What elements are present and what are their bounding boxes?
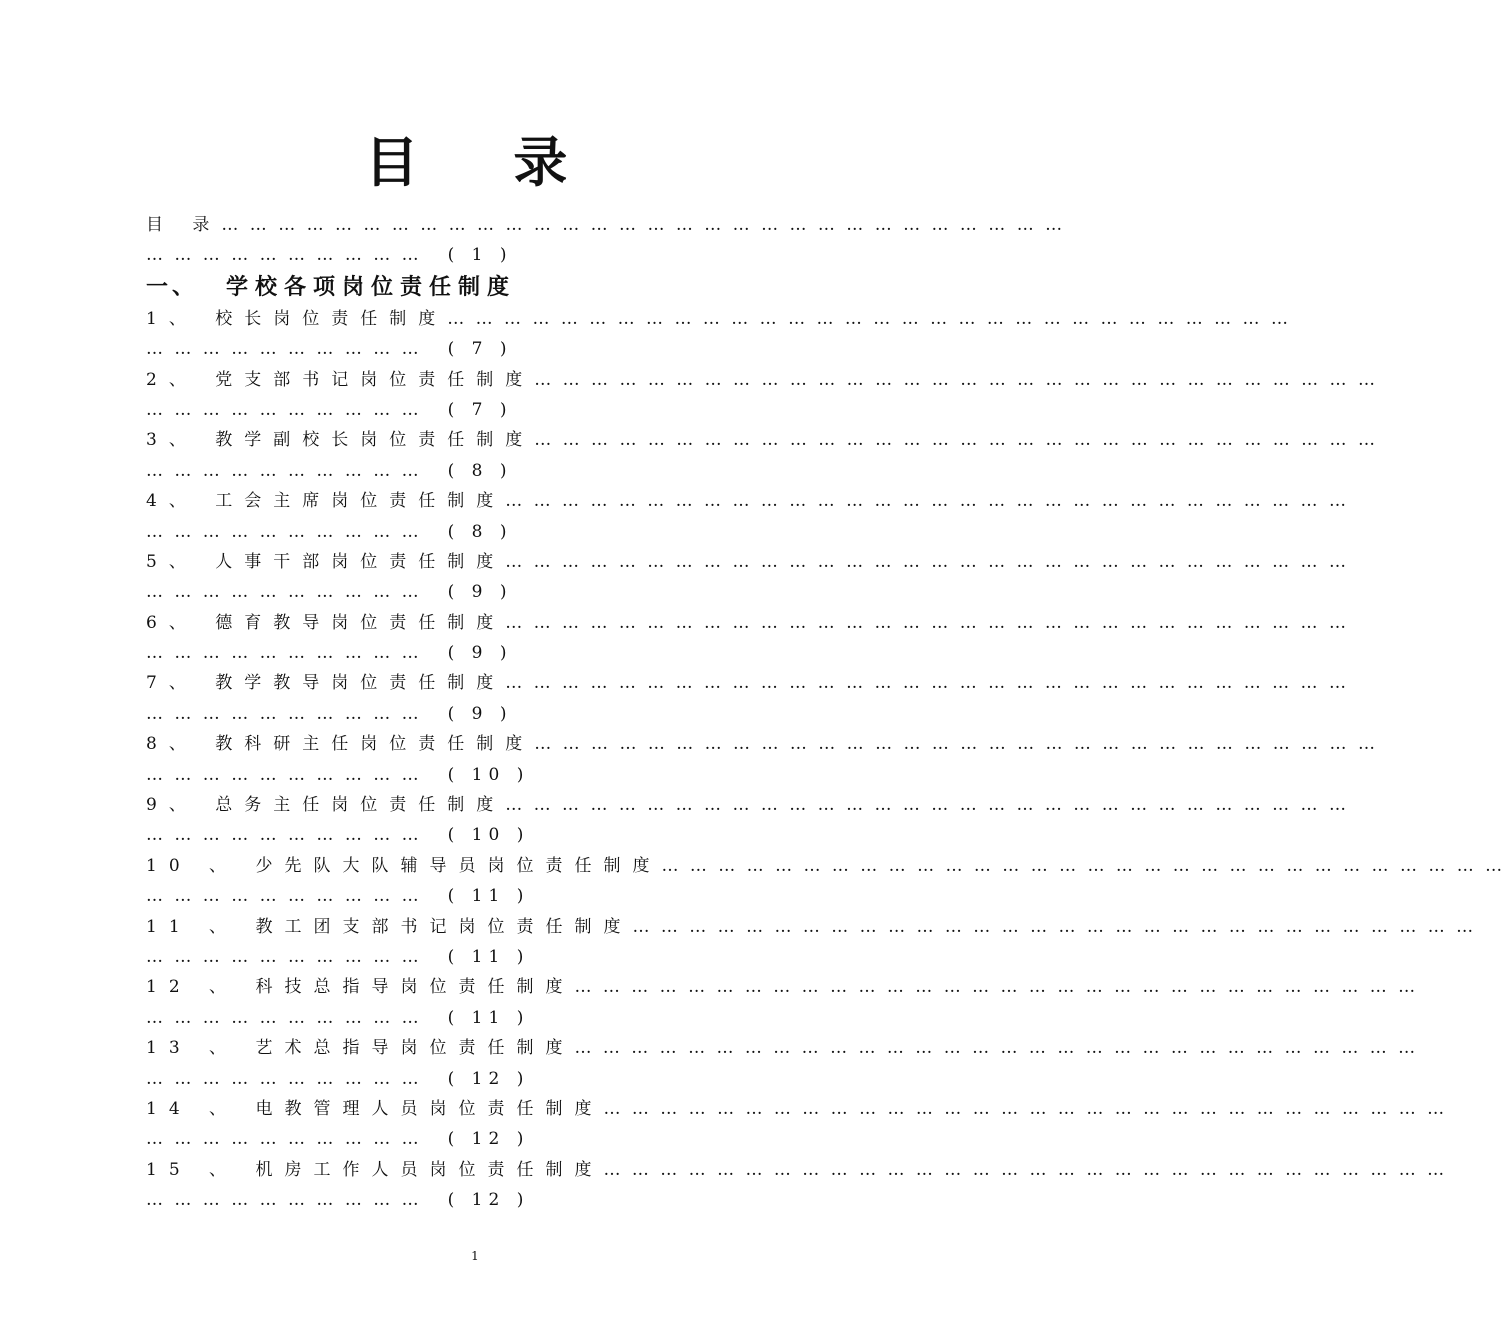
toc-leader-dots: … … … … … … … … … … … … … … … … … … … … … … … … … … … … … … <box>574 1038 1419 1059</box>
toc-entry-page: ( 9 ) <box>447 703 513 724</box>
toc-leader-dots: … … … … … … … … … … <box>146 521 422 542</box>
toc-entry-label: 3、 教学副校长岗位责任制度 <box>146 430 535 451</box>
toc-entry-page: ( 10 ) <box>447 825 530 846</box>
toc-entry[interactable] <box>146 851 1505 912</box>
toc-entry-page: ( 9 ) <box>447 582 513 603</box>
toc-leader-dots: … … … … … … … … … … <box>146 946 422 967</box>
toc-entry-line <box>146 304 1291 334</box>
toc-entry-label: 9、 总务主任岗位责任制度 <box>146 795 506 816</box>
toc-leader-dots: … … … … … … … … … … <box>146 245 422 266</box>
toc-entry-label: 7、 教学教导岗位责任制度 <box>146 673 506 694</box>
toc-entry-line <box>146 395 792 425</box>
toc-entry[interactable] <box>146 486 1349 547</box>
toc-entry-label: 14 、 电教管理人员岗位责任制度 <box>146 1098 604 1119</box>
page-number: 1 <box>471 1249 479 1263</box>
toc-entry[interactable] <box>146 608 1349 669</box>
toc-leader-dots: … … … … … … … … … … <box>146 643 422 664</box>
toc-entry-line <box>146 699 792 729</box>
toc-leader-dots: … … … … … … … … … … … … … … … … … … … … … … … … … … … … … … <box>505 795 1349 816</box>
toc-entry-line <box>146 942 792 972</box>
toc-entry-line <box>146 820 792 850</box>
toc-entry-label: 5、 人事干部岗位责任制度 <box>146 551 506 572</box>
toc-entry-label: 6、 德育教导岗位责任制度 <box>146 612 506 633</box>
toc-entry[interactable] <box>146 547 1349 608</box>
toc-entry-page: ( 8 ) <box>447 460 513 481</box>
toc-entry[interactable] <box>146 729 1378 790</box>
toc-entry[interactable] <box>146 425 1378 486</box>
toc-entry-line <box>146 334 792 364</box>
table-of-contents <box>146 210 1505 1216</box>
toc-leader-dots: … … … … … … … … … … <box>146 1129 422 1150</box>
toc-leader-dots: … … … … … … … … … … <box>146 764 422 785</box>
toc-entry-list <box>146 304 1505 1216</box>
toc-leader-dots: … … … … … … … … … … … … … … … … … … … … … … … … … … … … … … <box>534 430 1378 451</box>
toc-leader-dots: … … … … … … … … … … … … … … … … … … … … … … … … … … … … … … <box>505 673 1349 694</box>
toc-leader-dots: … … … … … … … … … … … … … … … … … … … … … … … … … … … … … … <box>447 308 1291 329</box>
toc-entry-line <box>146 456 792 486</box>
toc-entry-line <box>146 240 792 270</box>
toc-entry-label: 4、 工会主席岗位责任制度 <box>146 491 506 512</box>
toc-entry-line <box>146 729 1378 759</box>
toc-entry-line <box>146 972 1419 1002</box>
toc-entry[interactable] <box>146 304 1291 365</box>
toc-entry[interactable] <box>146 790 1349 851</box>
toc-leader-dots: … … … … … … … … … … <box>146 339 422 360</box>
section-title: 学校各项岗位责任制度 <box>226 274 517 300</box>
toc-entry-page: ( 7 ) <box>447 399 513 420</box>
toc-entry-page: ( 11 ) <box>447 886 530 907</box>
toc-leader-dots: … … … … … … … … … … … … … … … … … … … … … … … … … … … … … … <box>574 977 1419 998</box>
toc-entry-page: ( 12 ) <box>447 1068 530 1089</box>
toc-entry-label: 1、 校长岗位责任制度 <box>146 308 448 329</box>
toc-leader-dots: … … … … … … … … … … … … … … … … … … … … … … … … … … … … … … <box>505 491 1349 512</box>
toc-entry[interactable] <box>146 210 1066 271</box>
toc-entry-label: 2、 党支部书记岗位责任制度 <box>146 369 535 390</box>
toc-entry-line <box>146 517 792 547</box>
toc-leader-dots: … … … … … … … … … … … … … … … … … … … … … … … … … … … … … … <box>505 551 1349 572</box>
toc-entry-page: ( 12 ) <box>447 1190 530 1211</box>
toc-entry-line <box>146 760 792 790</box>
toc-entry-line <box>146 790 1349 820</box>
toc-entry-line <box>146 1033 1419 1063</box>
toc-entry-line <box>146 638 792 668</box>
toc-entry-label: 15 、 机房工作人员岗位责任制度 <box>146 1159 604 1180</box>
toc-leader-dots: … … … … … … … … … … … … … … … … … … … … … … … … … … … … … … <box>505 612 1349 633</box>
toc-leader-dots: … … … … … … … … … … … … … … … … … … … … … … … … … … … … … … <box>603 1098 1448 1119</box>
toc-entry-page: ( 8 ) <box>447 521 513 542</box>
toc-entry[interactable] <box>146 668 1349 729</box>
toc-entry-line <box>146 1064 792 1094</box>
toc-leader-dots: … … … … … … … … … … <box>146 886 422 907</box>
toc-leader-dots: … … … … … … … … … … <box>146 582 422 603</box>
toc-entry-page: ( 10 ) <box>447 764 530 785</box>
toc-entry-line <box>146 881 792 911</box>
toc-leader-dots: … … … … … … … … … … <box>146 460 422 481</box>
toc-entry[interactable] <box>146 365 1378 426</box>
toc-entry-label: 13 、 艺术总指导岗位责任制度 <box>146 1038 575 1059</box>
toc-entry[interactable] <box>146 972 1419 1033</box>
toc-entry-label: 8、 教科研主任岗位责任制度 <box>146 734 535 755</box>
page-title: 目 录 <box>364 131 606 194</box>
toc-entry-line <box>146 851 1505 881</box>
toc-entry-line <box>146 608 1349 638</box>
toc-entry-page: ( 1 ) <box>447 245 513 266</box>
toc-entry[interactable] <box>146 1094 1448 1155</box>
toc-entry[interactable] <box>146 912 1477 973</box>
toc-entry-line <box>146 1124 792 1154</box>
toc-entry-label: 目 录 <box>146 215 222 235</box>
toc-entry[interactable] <box>146 1033 1419 1094</box>
toc-top-entries <box>146 210 1066 271</box>
toc-entry-label: 10 、 少先队大队辅导员岗位责任制度 <box>146 855 662 876</box>
section-number: 一、 <box>146 274 199 300</box>
toc-entry-line <box>146 425 1378 455</box>
toc-leader-dots: … … … … … … … … … … <box>146 399 422 420</box>
toc-entry-line <box>146 547 1349 577</box>
toc-leader-dots: … … … … … … … … … … <box>146 1068 422 1089</box>
toc-leader-dots: … … … … … … … … … … … … … … … … … … … … … … … … … … … … … … <box>632 916 1477 937</box>
toc-entry-line <box>146 210 1066 240</box>
toc-entry-line <box>146 577 792 607</box>
toc-entry-page: ( 7 ) <box>447 339 513 360</box>
toc-entry-label: 12 、 科技总指导岗位责任制度 <box>146 977 575 998</box>
toc-entry-line <box>146 1155 1448 1185</box>
toc-entry-line <box>146 1003 792 1033</box>
toc-entry-page: ( 11 ) <box>447 946 530 967</box>
toc-entry[interactable] <box>146 1155 1448 1216</box>
toc-leader-dots: … … … … … … … … … … <box>146 703 422 724</box>
toc-leader-dots: … … … … … … … … … … … … … … … … … … … … … … … … … … … … … … <box>534 734 1378 755</box>
toc-leader-dots: … … … … … … … … … … <box>146 1007 422 1028</box>
toc-entry-line <box>146 668 1349 698</box>
toc-entry-label: 11 、 教工团支部书记岗位责任制度 <box>146 916 633 937</box>
toc-leader-dots: … … … … … … … … … … … … … … … … … … … … … … … … … … … … … … <box>534 369 1378 390</box>
toc-entry-line <box>146 486 1349 516</box>
toc-entry-page: ( 12 ) <box>447 1129 530 1150</box>
toc-entry-page: ( 11 ) <box>447 1007 530 1028</box>
toc-section-heading[interactable] <box>146 272 792 304</box>
toc-entry-page: ( 9 ) <box>447 643 513 664</box>
toc-leader-dots: … … … … … … … … … … … … … … … … … … … … … … … … … … … … … … <box>661 855 1505 876</box>
toc-leader-dots: … … … … … … … … … … … … … … … … … … … … … … … … … … … … … … <box>603 1159 1448 1180</box>
toc-leader-dots: … … … … … … … … … … … … … … … … … … … … … … … … … … … … … … <box>221 215 1066 235</box>
toc-leader-dots: … … … … … … … … … … <box>146 825 422 846</box>
toc-entry-line <box>146 1094 1448 1124</box>
toc-leader-dots: … … … … … … … … … … <box>146 1190 422 1211</box>
toc-entry-line <box>146 912 1477 942</box>
toc-entry-line <box>146 1185 792 1215</box>
toc-entry-line <box>146 365 1378 395</box>
